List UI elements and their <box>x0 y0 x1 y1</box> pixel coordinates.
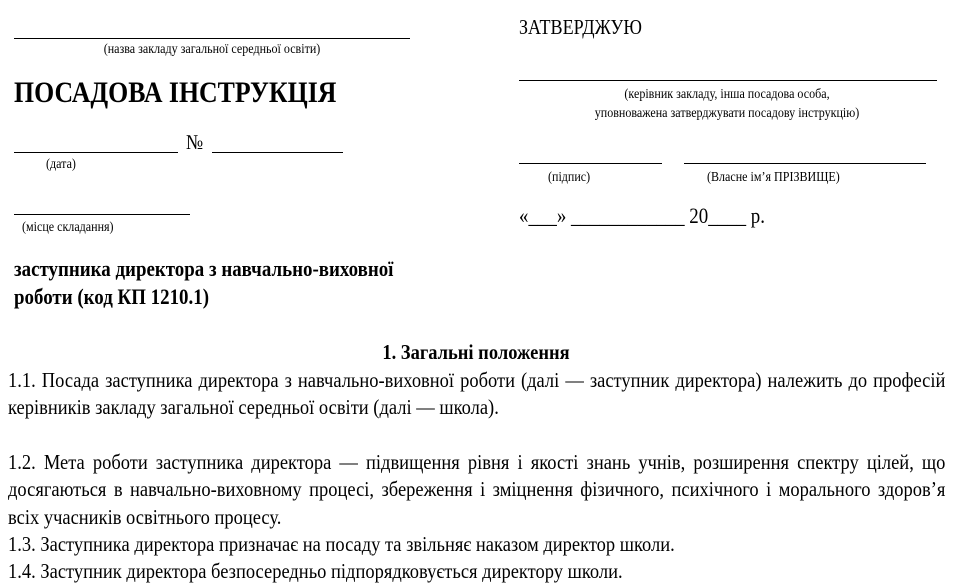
institution-name-field[interactable] <box>14 38 410 39</box>
approval-date-field[interactable]: «___» ____________ 20____ р. <box>519 203 765 228</box>
paragraph-1-4: 1.4. Заступник директора безпосередньо підпорядковується директору школи. <box>8 559 623 583</box>
place-field[interactable] <box>14 214 190 215</box>
section-heading: 1. Загальні положення <box>382 340 570 364</box>
position-title-line2: роботи (код КП 1210.1) <box>14 284 210 309</box>
document-title: ПОСАДОВА ІНСТРУКЦІЯ <box>14 76 337 109</box>
paragraph-1-2: 1.2. Мета роботи заступника директора — підвищення рівня і якості знань учнів, розширення спектру цілей, що досягаються в навчально-виховному процесі, збереження і зміцнення фізичного, психічного і морального здоров’я всіх учасників освітнього процесу. <box>8 450 946 529</box>
institution-caption: (назва закладу загальної середньої освіти) <box>103 42 321 57</box>
position-title-line1: заступника директора з навчально-виховної <box>14 256 394 281</box>
number-field[interactable] <box>212 152 343 153</box>
date-caption: (дата) <box>46 157 76 172</box>
approver-field[interactable] <box>519 80 937 81</box>
name-field[interactable] <box>684 163 926 164</box>
paragraph-1-3: 1.3. Заступника директора призначає на посаду та звільняє наказом директор школи. <box>8 532 675 556</box>
place-caption: (місце складання) <box>22 220 114 235</box>
approver-caption-line2: уповноважена затверджувати посадову інструкцію) <box>594 106 860 121</box>
signature-field[interactable] <box>519 163 662 164</box>
date-field[interactable] <box>14 152 178 153</box>
paragraph-1-1: 1.1. Посада заступника директора з навчально-виховної роботи (далі — заступник директора) належить до професій керівників закладу загальної середньої освіти (далі — школа). <box>8 368 946 420</box>
name-caption: (Власне ім’я ПРІЗВИЩЕ) <box>707 170 840 185</box>
signature-caption: (підпис) <box>548 170 591 185</box>
approver-caption-line1: (керівник закладу, інша посадова особа, <box>624 87 830 102</box>
number-sign: № <box>186 130 204 154</box>
approve-label: ЗАТВЕРДЖУЮ <box>519 15 642 39</box>
